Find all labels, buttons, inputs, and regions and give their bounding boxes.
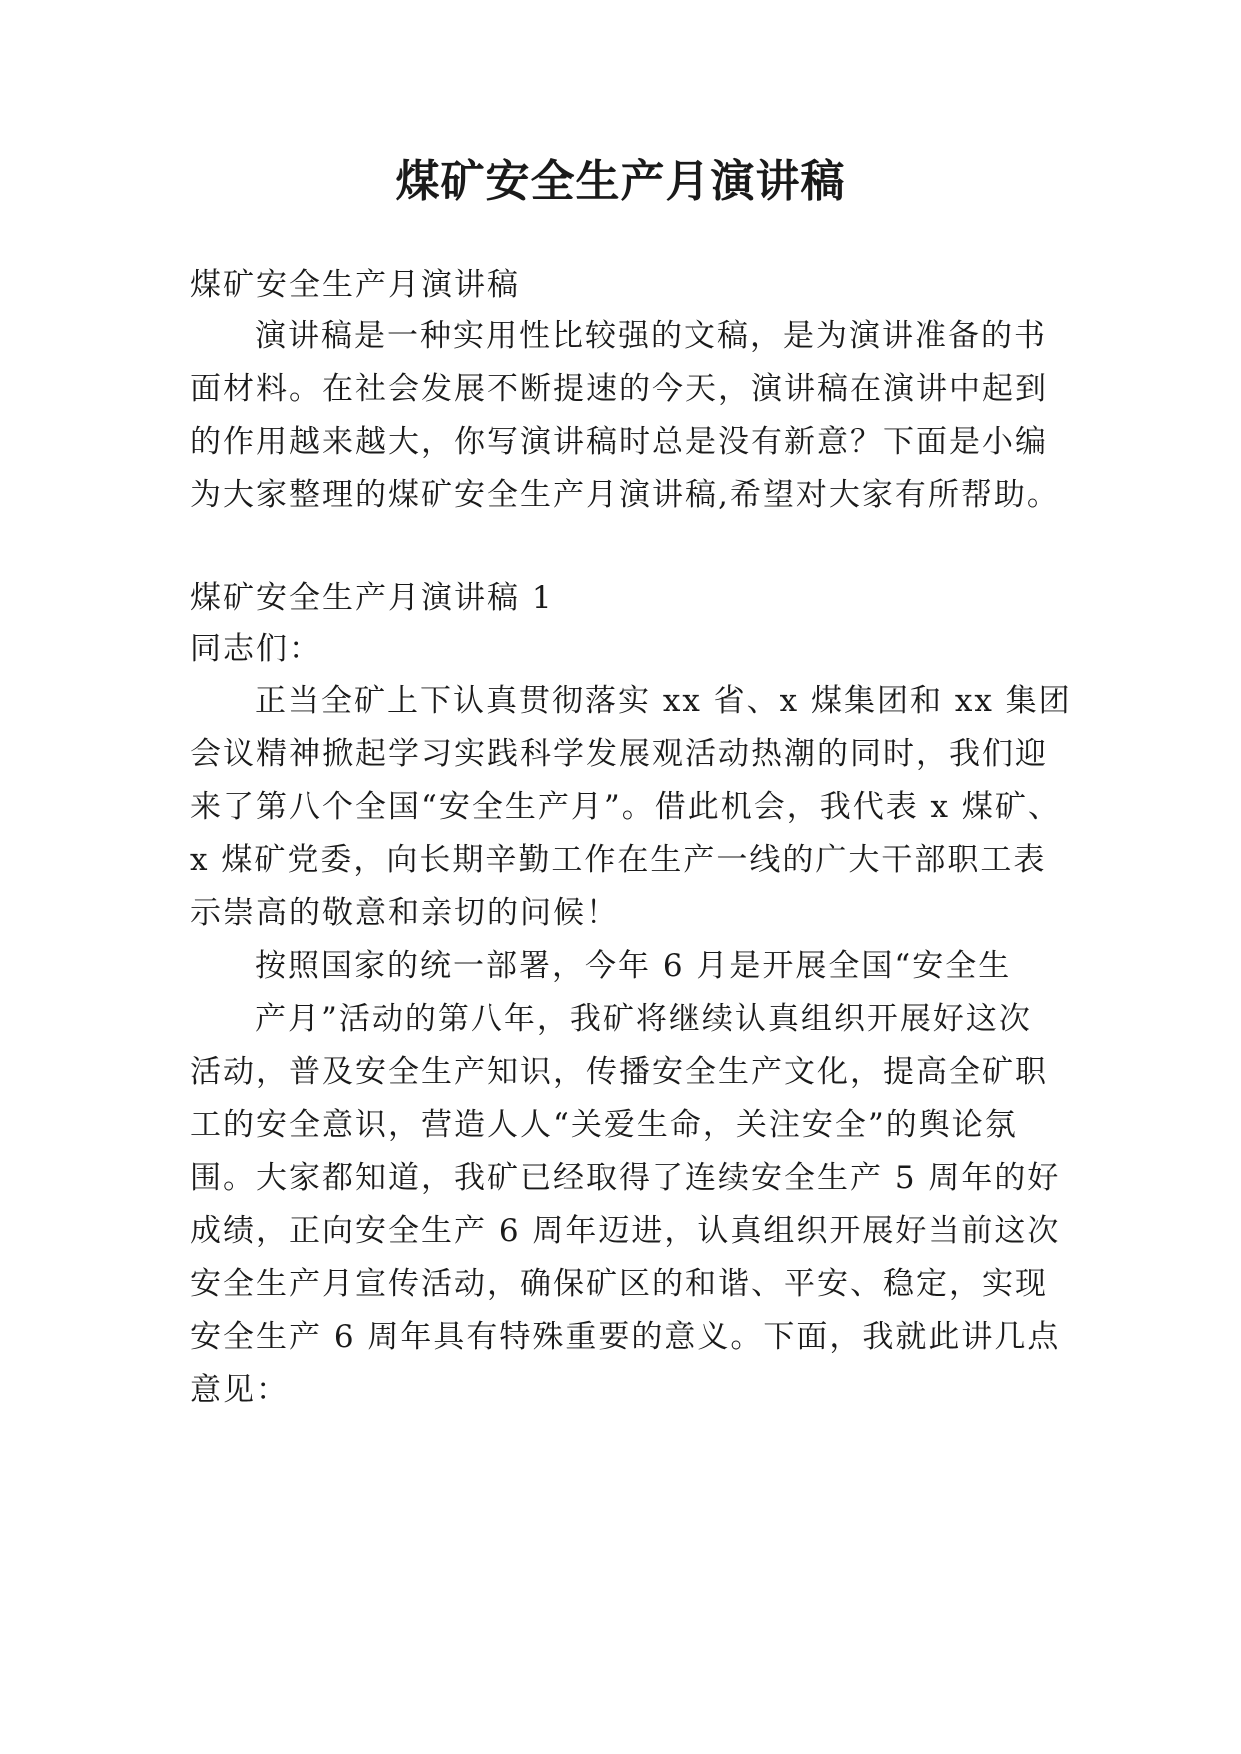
paragraph-line: 安全生产 6 周年具有特殊重要的意义。下面，我就此讲几点 [190, 1319, 1061, 1355]
document-title: 煤矿安全生产月演讲稿 [395, 156, 846, 207]
paragraph-line: 产月”活动的第八年，我矿将继续认真组织开展好这次 [255, 1001, 1032, 1037]
paragraph-line: 示崇高的敬意和亲切的问候！ [190, 895, 619, 931]
salutation: 同志们： [190, 631, 322, 667]
paragraph-line: 安全生产月宣传活动，确保矿区的和谐、平安、稳定，实现 [190, 1266, 1048, 1302]
paragraph-line: 工的安全意识，营造人人“关爱生命，关注安全”的舆论氛 [190, 1107, 1018, 1143]
paragraph-line: x 煤矿党委，向长期辛勤工作在生产一线的广大干部职工表 [190, 842, 1047, 878]
paragraph-line: 正当全矿上下认真贯彻落实 xx 省、x 煤集团和 xx 集团 [255, 683, 1072, 719]
paragraph-line: 来了第八个全国“安全生产月”。借此机会，我代表 x 煤矿、 [190, 789, 1061, 825]
paragraph-line: 围。大家都知道，我矿已经取得了连续安全生产 5 周年的好 [190, 1160, 1061, 1196]
section-heading: 煤矿安全生产月演讲稿 1 [190, 580, 554, 616]
paragraph-line: 会议精神掀起学习实践科学发展观活动热潮的同时，我们迎 [190, 736, 1048, 772]
intro-line: 的作用越来越大，你写演讲稿时总是没有新意？下面是小编 [190, 424, 1048, 460]
paragraph-line: 成绩，正向安全生产 6 周年迈进，认真组织开展好当前这次 [190, 1213, 1061, 1249]
document-subtitle: 煤矿安全生产月演讲稿 [190, 267, 520, 303]
intro-line: 面材料。在社会发展不断提速的今天，演讲稿在演讲中起到 [190, 371, 1048, 407]
intro-line: 演讲稿是一种实用性比较强的文稿，是为演讲准备的书 [255, 318, 1047, 354]
paragraph-line: 意见： [190, 1372, 289, 1408]
intro-line: 为大家整理的煤矿安全生产月演讲稿,希望对大家有所帮助。 [190, 477, 1060, 513]
paragraph-line: 活动，普及安全生产知识，传播安全生产文化，提高全矿职 [190, 1054, 1048, 1090]
paragraph-line: 按照国家的统一部署，今年 6 月是开展全国“安全生 [255, 948, 1012, 984]
